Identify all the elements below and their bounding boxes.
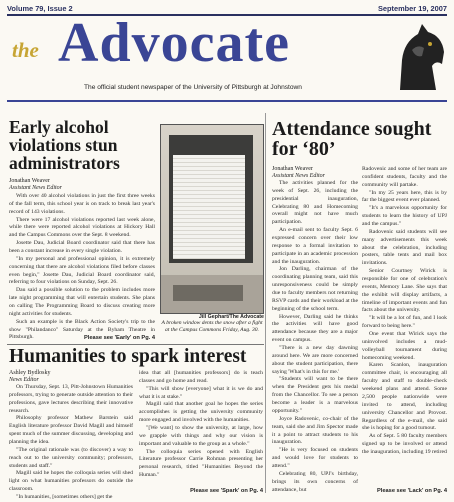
- story2-author: Ashley Bydlosky: [9, 370, 51, 376]
- story1-para: With over 40 alcohol violations in just the first three weeks of the fall term, this school year is on track to break last year's record of 143 violations.: [9, 193, 155, 215]
- column-divider: [265, 113, 266, 493]
- story2-para: idea that all [humanities professors] do is teach classes and go home and read.: [139, 370, 263, 384]
- story3-col1: [272, 180, 358, 494]
- story3-jump[interactable]: Please see 'Lack' on Pg. 4: [376, 488, 447, 494]
- issue-date: September 19, 2007: [377, 4, 447, 13]
- story3-para: Radovenic said students will see many advertisements this week about the celebration, including posters, table tents and mail box invitations.: [362, 228, 447, 267]
- story3-para: As of Sept. 5 80 faculty members signed up to be involved or attend the inauguration, including 19 retired: [362, 433, 447, 455]
- story3-para: However, Darling said he thinks the activities will have good attendance because they are a major event on campus.: [272, 313, 358, 344]
- story3-para: Radovenic and some of her team are confident students, faculty and the community will partake.: [362, 166, 447, 188]
- story3-para: "He is very focused on students and would love for students to attend.": [272, 447, 358, 469]
- story3-byline: [272, 166, 358, 180]
- story1-byline: [9, 178, 155, 192]
- story3-col2: [362, 166, 447, 457]
- volume-issue: Volume 79, Issue 2: [7, 4, 73, 13]
- story2-para: "The original rationale was (to discover) a way to reach out to the university community; professors, students and staff.": [9, 446, 133, 469]
- story1-jump[interactable]: Please see 'Early' on Pg. 4: [84, 335, 155, 341]
- story3-para: "Students will want to be there when the President gets his medal from the Chancellor. To see a person become a leader is a marvelous opportunity.": [272, 376, 358, 414]
- story2-byline: [9, 370, 133, 384]
- story2-para: "This will show [everyone] what it is we do and what it is at stake.": [139, 385, 263, 400]
- story3-para: "It will be a lot of fun, and I look forward to being here.": [362, 315, 447, 330]
- story2-para: "In humanities, [sometimes others] get the: [16, 494, 113, 501]
- story2-role: News Editor: [9, 376, 39, 383]
- story3-para: An e-mail sent to faculty Sept. 6 expressed concern over their low response to a formal invitation to participate in an academic procession and the inauguration.: [272, 227, 358, 265]
- story1-para: Dau said a possible solution to the problem includes more late night programming that will entertain students. She plans on calling The Programming Board to discuss creating more night activities for students.: [9, 287, 155, 317]
- story1-para: Such an example is the Black Action Society's trip to the show "Philandanco" Saturday at the Byham Theatre in Pittsburgh.: [9, 318, 155, 341]
- masthead-the: the: [12, 38, 39, 62]
- news-photo: [160, 124, 264, 314]
- story1-headline: Early alcohol violations stun administrators: [9, 117, 120, 173]
- story1-para: Josette Dau, Judicial Board coordinator said that there has been a constant increase in every single violation.: [9, 240, 155, 255]
- story3-para: The activities planned for the week of Sept. 26, including the presidential inauguration, Celebrating 80 and Homecoming overall might not have much participation.: [272, 180, 358, 226]
- masthead-title: Advocate: [58, 12, 290, 74]
- story3-para: Karen Scanlon, inauguration committee chair, is encouraging all faculty and staff to double-check weekend plans and attend. Some 2,500 people nationwide were invited to attend, including university Chancellor and Provost. Regardless of the e-mail, she said she is hoping for a good turnout.: [362, 362, 447, 432]
- story3-para: Celebrating 80, UPJ's birthday, brings its own concerns of attendance, but: [272, 470, 358, 493]
- story2-para: The colloquia series opened with English Literature professor Carrie Rohman presenting her personal research, titled "Humanities Beyond the Human.": [139, 448, 263, 479]
- story3-para: Senior Courtney Wirick is responsible for one of celebration's events, Memory Lane. She says that the exhibit will display artifacts, a timeline of important events and fun facts about the university.: [362, 268, 447, 314]
- story2-para: "[We want] to show the university, at large, how we grapple with things and why our vision is important and valuable to the group as a whole.": [139, 425, 263, 447]
- photo-caption: A broken window dents the snow after a fight at the Campus Commons Friday, Aug. 30.: [161, 320, 263, 333]
- story2-para: Magill said that another goal he hopes the series accomplishes is getting the university community more engaged and involved with the humanities.: [139, 401, 263, 424]
- story1-body: [9, 193, 155, 342]
- story3-para: Jon Darling, chairman of the coordinating planning team, said this unresponsiveness could be simply due to faculty members not returning RSVP cards and their workload at the beginning of the school term.: [272, 266, 358, 312]
- story2-para: Philosophy professor Mathew Barstein said English literature professor David Magill and himself spent much of the summer discussing, developing and planning the idea.: [9, 415, 133, 446]
- section-rule: [7, 344, 264, 345]
- story3-author: Jonathan Weaver: [272, 166, 313, 172]
- story3-para: "There is a new day dawning around here. We are more concerned about the student participation, there saying 'What's in this for me.': [272, 345, 358, 375]
- story2-col2: [139, 370, 263, 480]
- panther-mascot-icon: [392, 20, 448, 92]
- story1-author: Jonathan Weaver: [9, 178, 50, 184]
- masthead-tagline: The official student newspaper of the University of Pittsburgh at Johnstown: [84, 84, 302, 91]
- story3-role: Assistant News Editor: [272, 172, 326, 179]
- photo-credit: Jill Gephart/The Advocate: [198, 314, 264, 320]
- story3-para: Joyce Radovenic, co-chair of the team, said she and Jim Spector made it a point to attract students to his inauguration.: [272, 415, 358, 446]
- story2-col1: [9, 384, 133, 502]
- story3-para: "It's a marvelous opportunity for students to learn the history of UPJ and the campus.": [362, 205, 447, 228]
- masthead-rule: [7, 100, 447, 102]
- story3-headline: Attendance sought for ‘80’: [272, 118, 432, 161]
- story2-para: Magill said he hopes the colloquia series will shed light on what humanities professors do outside the classroom.: [9, 470, 133, 493]
- story1-para: "In my personal and professional opinion, it is extremely concerning that there are alcohol violations filed before classes even begin," Josette Dau, Judicial Board coordinator said, referring to four violations on Sunday, Sept. 26.: [9, 255, 155, 286]
- story2-para: On Thursday, Sept. 13, Pitt-Johnstown Humanities professors, trying to generate outside attention to their professions, gave lectures describing their innovative research.: [9, 384, 133, 414]
- story2-headline: Humanities to spark interest: [9, 346, 247, 367]
- story1-para: There were 17 alcohol violations reported last week alone, while there were reported alcohol violations at Hickory Hall and the Campus Commons over the Sept. 8 weekend.: [9, 216, 155, 239]
- story3-para: "In my 25 years here, this is by far the biggest event ever planned.: [362, 189, 447, 204]
- story3-para: One event that Wirick says the uninvolved includes a mud-volleyball tournament during homecoming weekend.: [362, 331, 447, 361]
- story1-role: Assistant News Editor: [9, 184, 63, 191]
- story2-jump[interactable]: Please see 'Spark' on Pg. 4: [190, 488, 263, 494]
